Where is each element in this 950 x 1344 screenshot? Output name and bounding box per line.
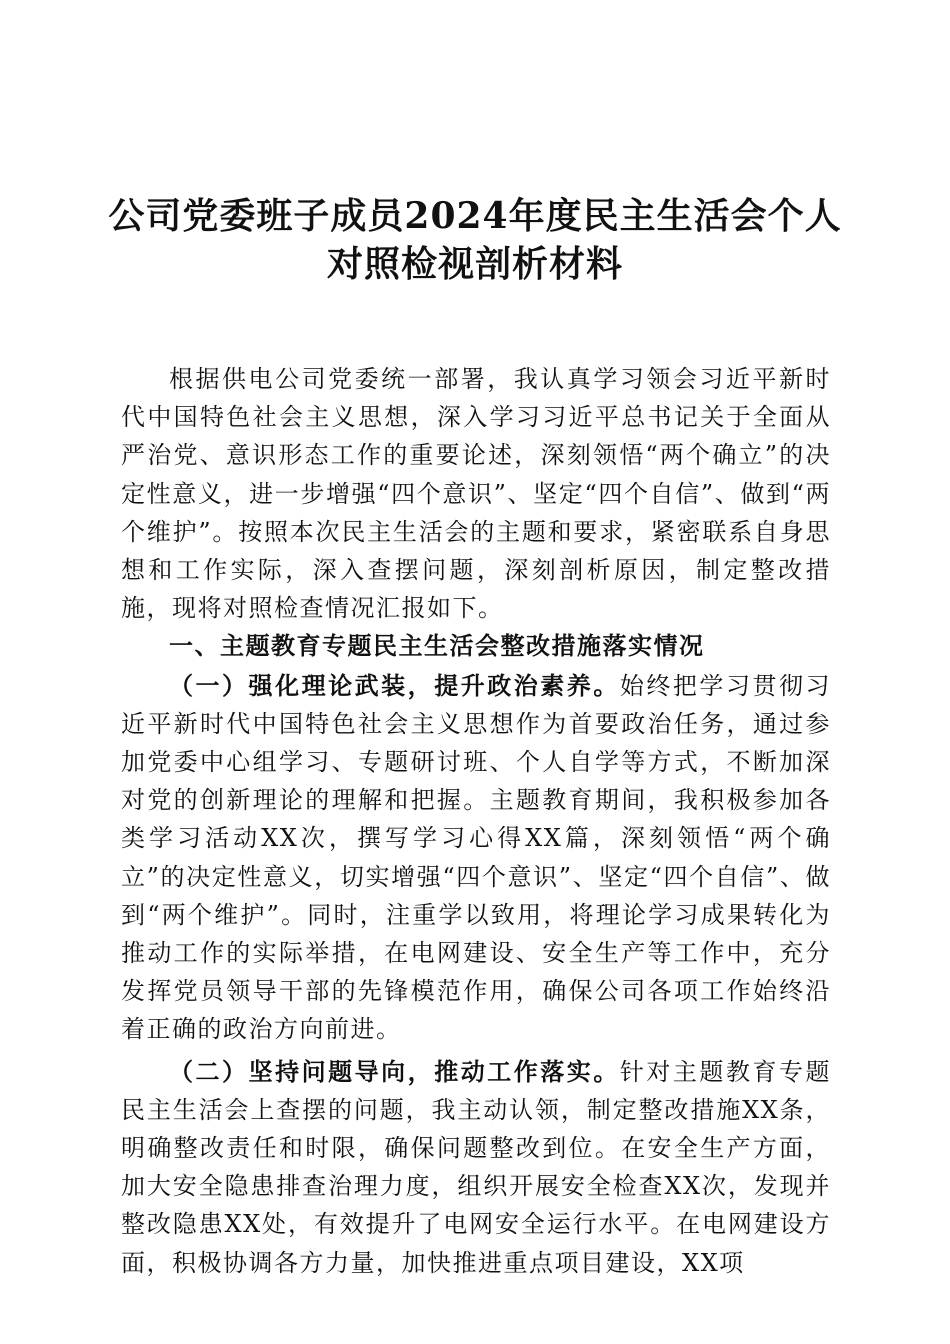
- document-title-line-2: 对照检视剖析材料: [326, 243, 623, 285]
- item-2-text: 针对主题教育专题民主生活会上查摆的问题，我主动认领，制定整改措施XX条，明确整改责任和时限，确保问题整改到位。在安全生产方面，加大安全隐患排查治理力度，组织开展安全检查XX次，发现并整改隐患XX处，有效提升了电网安全运行水平。在电网建设方面，积极协调各方力量，加快推进重点项目建设，XX项: [121, 1057, 832, 1277]
- item-2-paragraph: [121, 1053, 831, 1282]
- intro-paragraph: 根据供电公司党委统一部署，我认真学习领会习近平新时代中国特色社会主义思想，深入学习习近平总书记关于全面从严治党、意识形态工作的重要论述，深刻领悟“两个确立”的决定性意义，进一步增强“四个意识”、坚定“四个自信”、做到“两个维护”。按照本次民主生活会的主题和要求，紧密联系自身思想和工作实际，深入查摆问题，深刻剖析原因，制定整改措施，现将对照检查情况汇报如下。: [121, 365, 831, 623]
- document-title-line-1: 公司党委班子成员2024年度民主生活会个人: [108, 195, 842, 237]
- section-heading: 一、主题教育专题民主生活会整改措施落实情况: [169, 631, 705, 661]
- item-1-lead: （一）强化理论武装，提升政治素养。: [169, 670, 620, 700]
- item-2-lead: （二）坚持问题导向，推动工作落实。: [169, 1056, 620, 1086]
- item-1-paragraph: [121, 667, 831, 1049]
- document-body: [121, 360, 831, 1282]
- item-1-text: 始终把学习贯彻习近平新时代中国特色社会主义思想作为首要政治任务，通过参加党委中心组学习、专题研讨班、个人自学等方式，不断加深对党的创新理论的理解和把握。主题教育期间，我积极参加各类学习活动XX次，撰写学习心得XX篇，深刻领悟“两个确立”的决定性意义，切实增强“四个意识”、坚定“四个自信”、做到“两个维护”。同时，注重学以致用，将理论学习成果转化为推动工作的实际举措，在电网建设、安全生产等工作中，充分发挥党员领导干部的先锋模范作用，确保公司各项工作始终沿着正确的政治方向前进。: [121, 671, 832, 1044]
